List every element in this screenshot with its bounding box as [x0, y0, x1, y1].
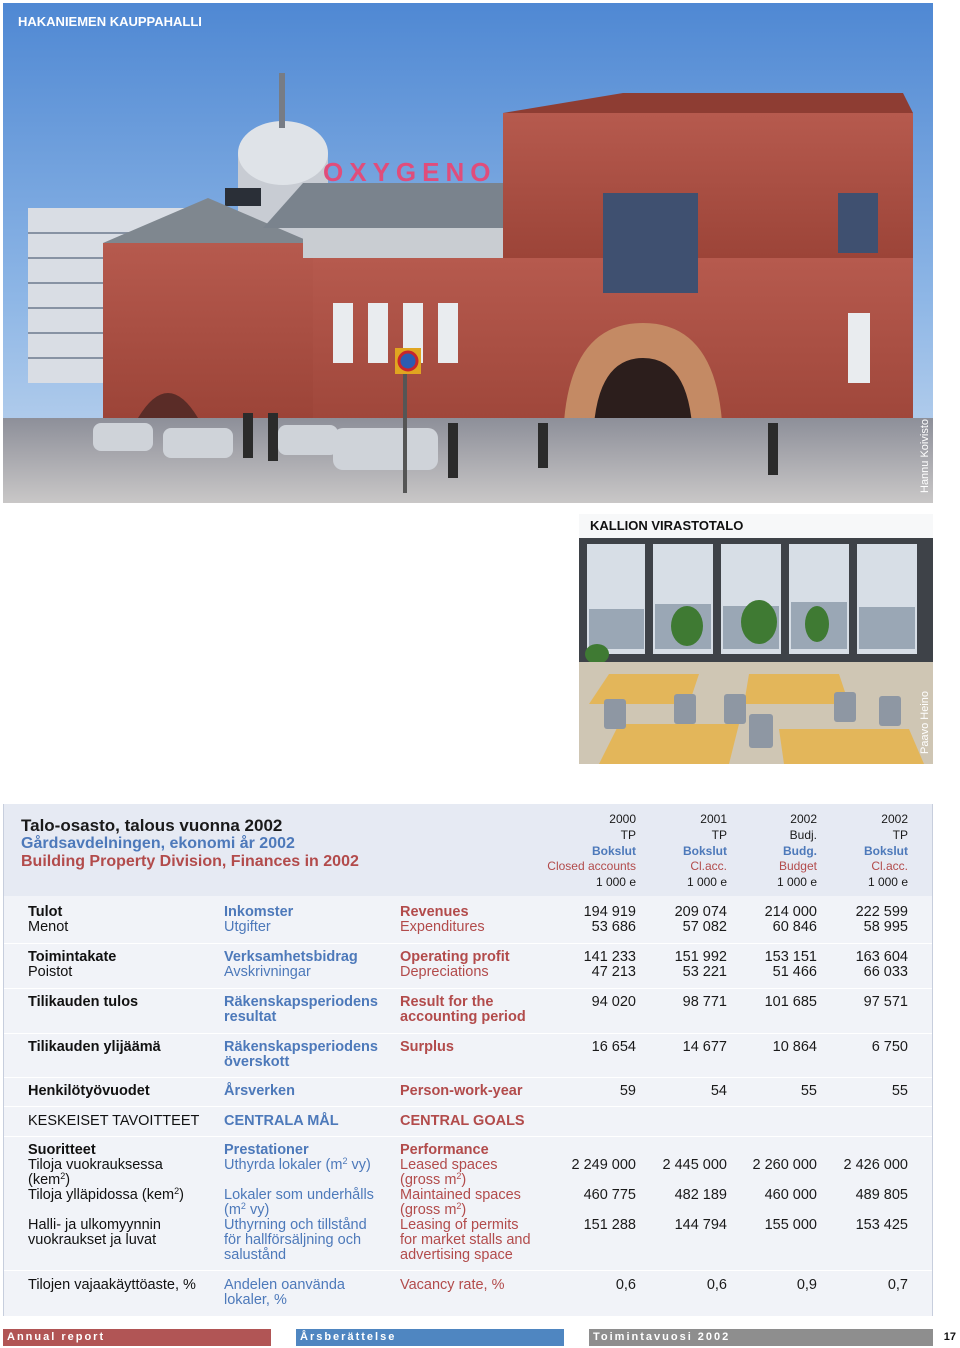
label-en-line-2-end: ): [461, 1172, 467, 1188]
label-sv: Prestationer: [224, 1142, 309, 1158]
value-2002-closed: 66 033: [863, 964, 908, 980]
label-sv: Inkomster: [224, 904, 294, 920]
value-2002-budget: 214 000: [764, 904, 817, 920]
oxygeno-sign-text: OXYGENO: [323, 157, 497, 187]
superscript: 2: [60, 1171, 66, 1181]
value-2000: 2 249 000: [571, 1157, 636, 1173]
label-fi-line-2: vuokraukset ja luvat: [28, 1232, 157, 1248]
label-en: Revenues: [400, 904, 469, 920]
label-sv-line-1: Räkenskapsperiodens: [224, 994, 378, 1010]
finance-table: [3, 804, 933, 1316]
label-fi: Menot: [28, 919, 69, 935]
column-label-fi: TP: [892, 827, 908, 842]
label-fi: Suoritteet: [28, 1142, 96, 1158]
value-2000: 53 686: [591, 919, 636, 935]
column-label-fi: Budj.: [789, 827, 817, 842]
value-2001: 151 992: [674, 949, 727, 965]
value-2000: 47 213: [591, 964, 636, 980]
value-2000: 59: [619, 1083, 636, 1099]
value-2000: 151 288: [583, 1217, 636, 1233]
column-year: 2002: [881, 812, 908, 826]
column-label-sv: Bokslut: [682, 843, 727, 858]
value-2001: 57 082: [682, 919, 727, 935]
label-en: Vacancy rate, %: [400, 1277, 505, 1293]
label-en-line-1: Result for the: [400, 994, 494, 1010]
value-2002-budget: 55: [800, 1083, 817, 1099]
label-en-line-1: Maintained spaces: [400, 1187, 521, 1203]
column-unit: 1 000 e: [776, 875, 817, 890]
label-fi: KESKEISET TAVOITTEET: [28, 1113, 200, 1129]
value-2000: 94 020: [591, 994, 636, 1010]
value-2001: 2 445 000: [662, 1157, 727, 1173]
label-sv-line-1: Räkenskapsperiodens: [224, 1039, 378, 1055]
value-2000: 0,6: [615, 1277, 636, 1293]
column-label-en: Cl.acc.: [871, 859, 908, 874]
label-sv: [224, 1158, 371, 1173]
label-sv: CENTRALA MÅL: [224, 1113, 339, 1129]
row-separator: [4, 1106, 932, 1107]
market-hall-illustration: [3, 3, 933, 503]
column-label-en: Closed accounts: [547, 859, 636, 874]
label-en-line-2: (gross m: [400, 1172, 457, 1188]
label-sv: [224, 1040, 378, 1070]
label-sv-line-1: Uthyrning och tillstånd: [224, 1217, 367, 1233]
column-unit: 1 000 e: [867, 875, 908, 890]
label-en: Expenditures: [400, 919, 485, 935]
office-canteen-photo: [579, 514, 933, 764]
finance-title-fi: Talo-osasto, talous vuonna 2002: [21, 816, 283, 835]
label-sv-line-1: Lokaler som underhålls: [224, 1187, 374, 1203]
value-2002-budget: 60 846: [772, 919, 817, 935]
column-label-fi: TP: [711, 827, 727, 842]
label-sv: Årsverken: [224, 1083, 295, 1099]
label-en-line-2: accounting period: [400, 1009, 526, 1025]
label-en: Person-work-year: [400, 1083, 523, 1099]
label-sv-line-2: överskott: [224, 1054, 290, 1070]
label-en-line-1: Leased spaces: [400, 1157, 498, 1173]
label-en: [400, 1218, 531, 1263]
value-2002-budget: 2 260 000: [752, 1157, 817, 1173]
label-fi: Tilikauden tulos: [28, 994, 139, 1010]
value-2002-budget: 51 466: [772, 964, 817, 980]
value-2001: 98 771: [682, 994, 727, 1010]
office-caption: KALLION VIRASTOTALO: [590, 518, 744, 533]
value-2002-closed: 153 425: [855, 1217, 908, 1233]
value-2002-closed: 222 599: [855, 904, 908, 920]
label-fi-line-1: Halli- ja ulkomyynnin: [28, 1217, 161, 1233]
market-hall-caption: HAKANIEMEN KAUPPAHALLI: [18, 14, 202, 29]
value-2002-closed: 97 571: [863, 994, 908, 1010]
row-separator: [4, 1033, 932, 1034]
label-sv-line-2: lokaler, %: [224, 1292, 287, 1308]
label-fi: Toimintakate: [28, 949, 117, 965]
column-label-fi: TP: [620, 827, 636, 842]
value-2002-closed: 58 995: [863, 919, 908, 935]
label-en: CENTRAL GOALS: [400, 1113, 525, 1129]
label-sv: [224, 1218, 367, 1263]
value-2002-budget: 460 000: [764, 1187, 817, 1203]
office-canteen-illustration: [579, 514, 933, 764]
value-2001: 209 074: [674, 904, 727, 920]
value-2002-closed: 2 426 000: [843, 1157, 908, 1173]
label-en-line-2: (gross m: [400, 1202, 457, 1218]
row-separator: [4, 1077, 932, 1078]
value-2002-closed: 0,7: [887, 1277, 908, 1293]
row-separator: [4, 1270, 932, 1271]
value-2002-closed: 163 604: [855, 949, 908, 965]
label-fi-end: ): [179, 1187, 184, 1203]
column-unit: 1 000 e: [595, 875, 636, 890]
label-en-line-1: Leasing of permits: [400, 1217, 519, 1233]
label-sv: Utgifter: [224, 919, 271, 935]
label-fi: [28, 1188, 184, 1203]
column-label-en: Budget: [778, 859, 817, 874]
label-fi-text: Tiloja ylläpidossa (kem: [28, 1187, 175, 1203]
label-fi: Tilojen vajaakäyttöaste, %: [28, 1277, 196, 1293]
column-year: 2002: [790, 812, 817, 826]
label-fi: Poistot: [28, 964, 73, 980]
footer-arsberattelse: Årsberättelse: [296, 1329, 564, 1346]
market-hall-photo: [3, 3, 933, 503]
column-label-en: Cl.acc.: [690, 859, 727, 874]
label-sv: [224, 1278, 345, 1308]
value-2001: 14 677: [682, 1039, 727, 1055]
label-sv-line-2: (m: [224, 1202, 241, 1218]
superscript: 2: [174, 1186, 180, 1196]
label-fi: Henkilötyövuodet: [28, 1083, 150, 1099]
value-2000: 141 233: [583, 949, 636, 965]
value-2000: 460 775: [583, 1187, 636, 1203]
value-2001: 482 189: [674, 1187, 727, 1203]
label-fi: Tilikauden ylijäämä: [28, 1039, 161, 1055]
column-header-2002-closed: [788, 812, 908, 891]
label-sv: Avskrivningar: [224, 964, 311, 980]
row-separator: [4, 1136, 932, 1137]
label-en-line-3: advertising space: [400, 1247, 513, 1263]
label-en: [400, 995, 526, 1025]
value-2000: 16 654: [591, 1039, 636, 1055]
superscript: 2: [456, 1201, 462, 1211]
superscript: 2: [240, 1201, 246, 1211]
label-fi-line-1: Tiloja vuokrauksessa: [28, 1157, 163, 1173]
label-en-line-2: for market stalls and: [400, 1232, 531, 1248]
label-sv: Verksamhetsbidrag: [224, 949, 358, 965]
footer-toimintavuosi: Toimintavuosi 2002: [589, 1329, 933, 1346]
value-2002-closed: 489 805: [855, 1187, 908, 1203]
finance-title-sv: Gårdsavdelningen, ekonomi år 2002: [21, 835, 295, 852]
value-2001: 144 794: [674, 1217, 727, 1233]
row-separator: [4, 988, 932, 989]
superscript: 2: [456, 1171, 462, 1181]
label-en: Surplus: [400, 1039, 454, 1055]
label-en: Depreciations: [400, 964, 489, 980]
label-fi: [28, 1218, 161, 1248]
label-sv-end: vy): [347, 1157, 371, 1173]
column-year: 2001: [700, 812, 727, 826]
label-en: Performance: [400, 1142, 489, 1158]
value-2001: 0,6: [706, 1277, 727, 1293]
label-sv: [224, 995, 378, 1025]
office-photo-credit: Paavo Heino: [919, 691, 931, 754]
value-2002-budget: 153 151: [764, 949, 817, 965]
label-en: Operating profit: [400, 949, 510, 965]
value-2002-budget: 10 864: [772, 1039, 817, 1055]
column-label-sv: Bokslut: [863, 843, 908, 858]
value-2002-budget: 101 685: [764, 994, 817, 1010]
label-en: [400, 1158, 498, 1188]
market-hall-photo-credit: Hannu Koivisto: [919, 419, 931, 493]
label-fi-line-2-end: ): [65, 1172, 71, 1188]
column-year: 2000: [609, 812, 636, 826]
footer-annual-report: Annual report: [3, 1329, 271, 1346]
column-label-sv: Budg.: [783, 843, 817, 858]
label-sv: [224, 1188, 374, 1218]
oxygeno-sign: [323, 151, 503, 191]
value-2001: 54: [710, 1083, 727, 1099]
page-number: 17: [943, 1331, 956, 1343]
label-en: [400, 1188, 521, 1218]
label-fi: [28, 1158, 163, 1188]
value-2000: 194 919: [583, 904, 636, 920]
value-2002-closed: 55: [891, 1083, 908, 1099]
label-sv-line-3: salustånd: [224, 1247, 287, 1263]
value-2001: 53 221: [682, 964, 727, 980]
superscript: 2: [342, 1156, 348, 1166]
label-sv-text: Uthyrda lokaler (m: [224, 1157, 343, 1173]
column-label-sv: Bokslut: [591, 843, 636, 858]
label-fi-line-2: (kem: [28, 1172, 61, 1188]
finance-title-en: Building Property Division, Finances in 2002: [21, 853, 359, 870]
label-en-line-2-end: ): [461, 1202, 467, 1218]
label-sv-line-2: för hallförsäljning och: [224, 1232, 362, 1248]
value-2002-budget: 155 000: [764, 1217, 817, 1233]
column-unit: 1 000 e: [686, 875, 727, 890]
value-2002-budget: 0,9: [796, 1277, 817, 1293]
label-sv-line-2: resultat: [224, 1009, 277, 1025]
value-2002-closed: 6 750: [871, 1039, 908, 1055]
label-sv-line-2-end: vy): [245, 1202, 270, 1218]
label-fi: Tulot: [28, 904, 63, 920]
label-sv-line-1: Andelen oanvända: [224, 1277, 345, 1293]
row-separator: [4, 943, 932, 944]
